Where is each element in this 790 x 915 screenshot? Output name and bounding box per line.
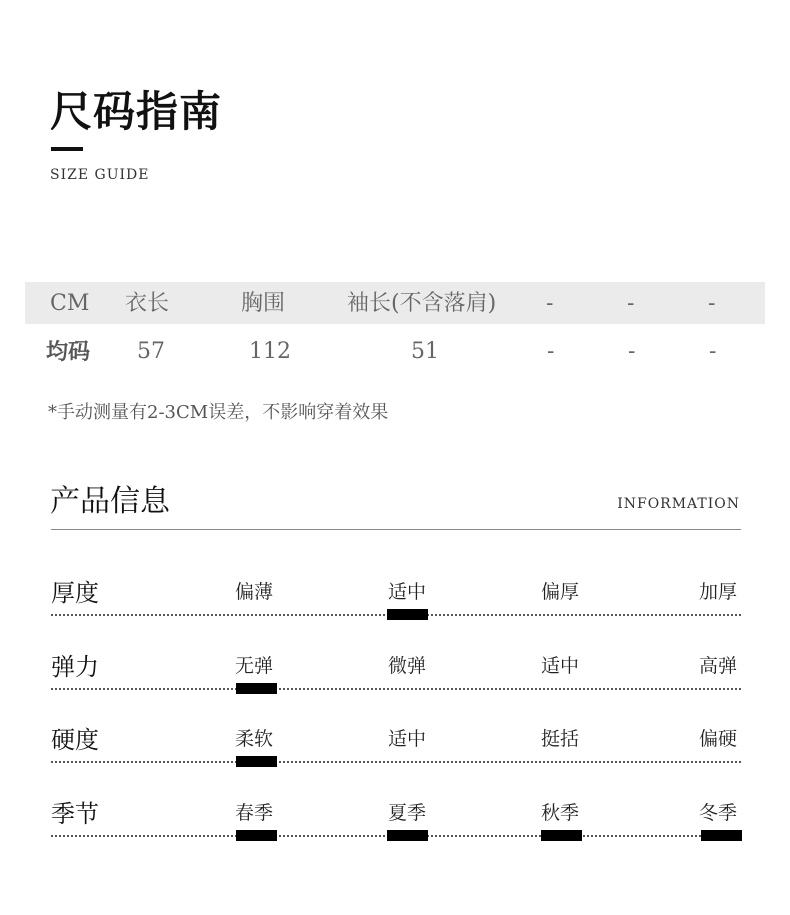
page-subtitle: SIZE GUIDE — [50, 167, 150, 183]
size-table-header-cell: 衣长 — [125, 291, 170, 316]
attribute-option: 偏薄 — [235, 581, 274, 603]
info-subtitle: INFORMATION — [617, 496, 740, 512]
size-table-cell: 112 — [249, 339, 291, 364]
attribute-option: 秋季 — [541, 802, 580, 824]
attribute-scale-line — [51, 688, 741, 690]
selected-marker — [541, 830, 582, 841]
size-table-cell: - — [628, 339, 636, 364]
selected-marker — [236, 830, 277, 841]
attribute-option: 无弹 — [235, 655, 274, 677]
attribute-option: 冬季 — [699, 802, 738, 824]
size-table-cell: 均码 — [46, 339, 91, 365]
attribute-option: 偏硬 — [699, 728, 738, 750]
selected-marker — [236, 756, 277, 767]
attribute-option: 高弹 — [699, 655, 738, 677]
attribute-option: 偏厚 — [541, 581, 580, 603]
attribute-option: 适中 — [541, 655, 580, 677]
attribute-label: 弹力 — [51, 653, 99, 681]
attribute-scale-line — [51, 761, 741, 763]
page-title: 尺码指南 — [50, 87, 223, 136]
info-divider — [51, 529, 741, 530]
size-table-cell: 57 — [137, 339, 165, 364]
attribute-label: 硬度 — [51, 726, 99, 754]
title-underline — [51, 147, 83, 151]
attribute-option: 加厚 — [699, 581, 738, 603]
size-table-cell: - — [709, 339, 717, 364]
attribute-option: 柔软 — [235, 728, 274, 750]
attribute-label: 厚度 — [51, 579, 99, 607]
size-table-header-cell: - — [708, 291, 716, 316]
size-table-header-cell: 胸围 — [241, 291, 286, 316]
attribute-option: 微弹 — [388, 655, 427, 677]
measurement-note: *手动测量有2-3CM误差，不影响穿着效果 — [48, 402, 389, 423]
attribute-option: 适中 — [388, 581, 427, 603]
selected-marker — [236, 683, 277, 694]
selected-marker — [701, 830, 742, 841]
attribute-label: 季节 — [51, 800, 99, 828]
attribute-option: 适中 — [388, 728, 427, 750]
selected-marker — [387, 609, 428, 620]
size-table-cell: - — [547, 339, 555, 364]
attribute-option: 夏季 — [388, 802, 427, 824]
attribute-option: 春季 — [235, 802, 274, 824]
selected-marker — [387, 830, 428, 841]
size-table-cell: 51 — [411, 339, 439, 364]
attribute-option: 挺括 — [541, 728, 580, 750]
size-table-header-cell: - — [627, 291, 635, 316]
size-table-header-cell: - — [546, 291, 554, 316]
size-table-header-cell: CM — [50, 291, 90, 316]
size-table-header-cell: 袖长(不含落肩) — [347, 291, 497, 316]
info-title: 产品信息 — [50, 484, 170, 519]
